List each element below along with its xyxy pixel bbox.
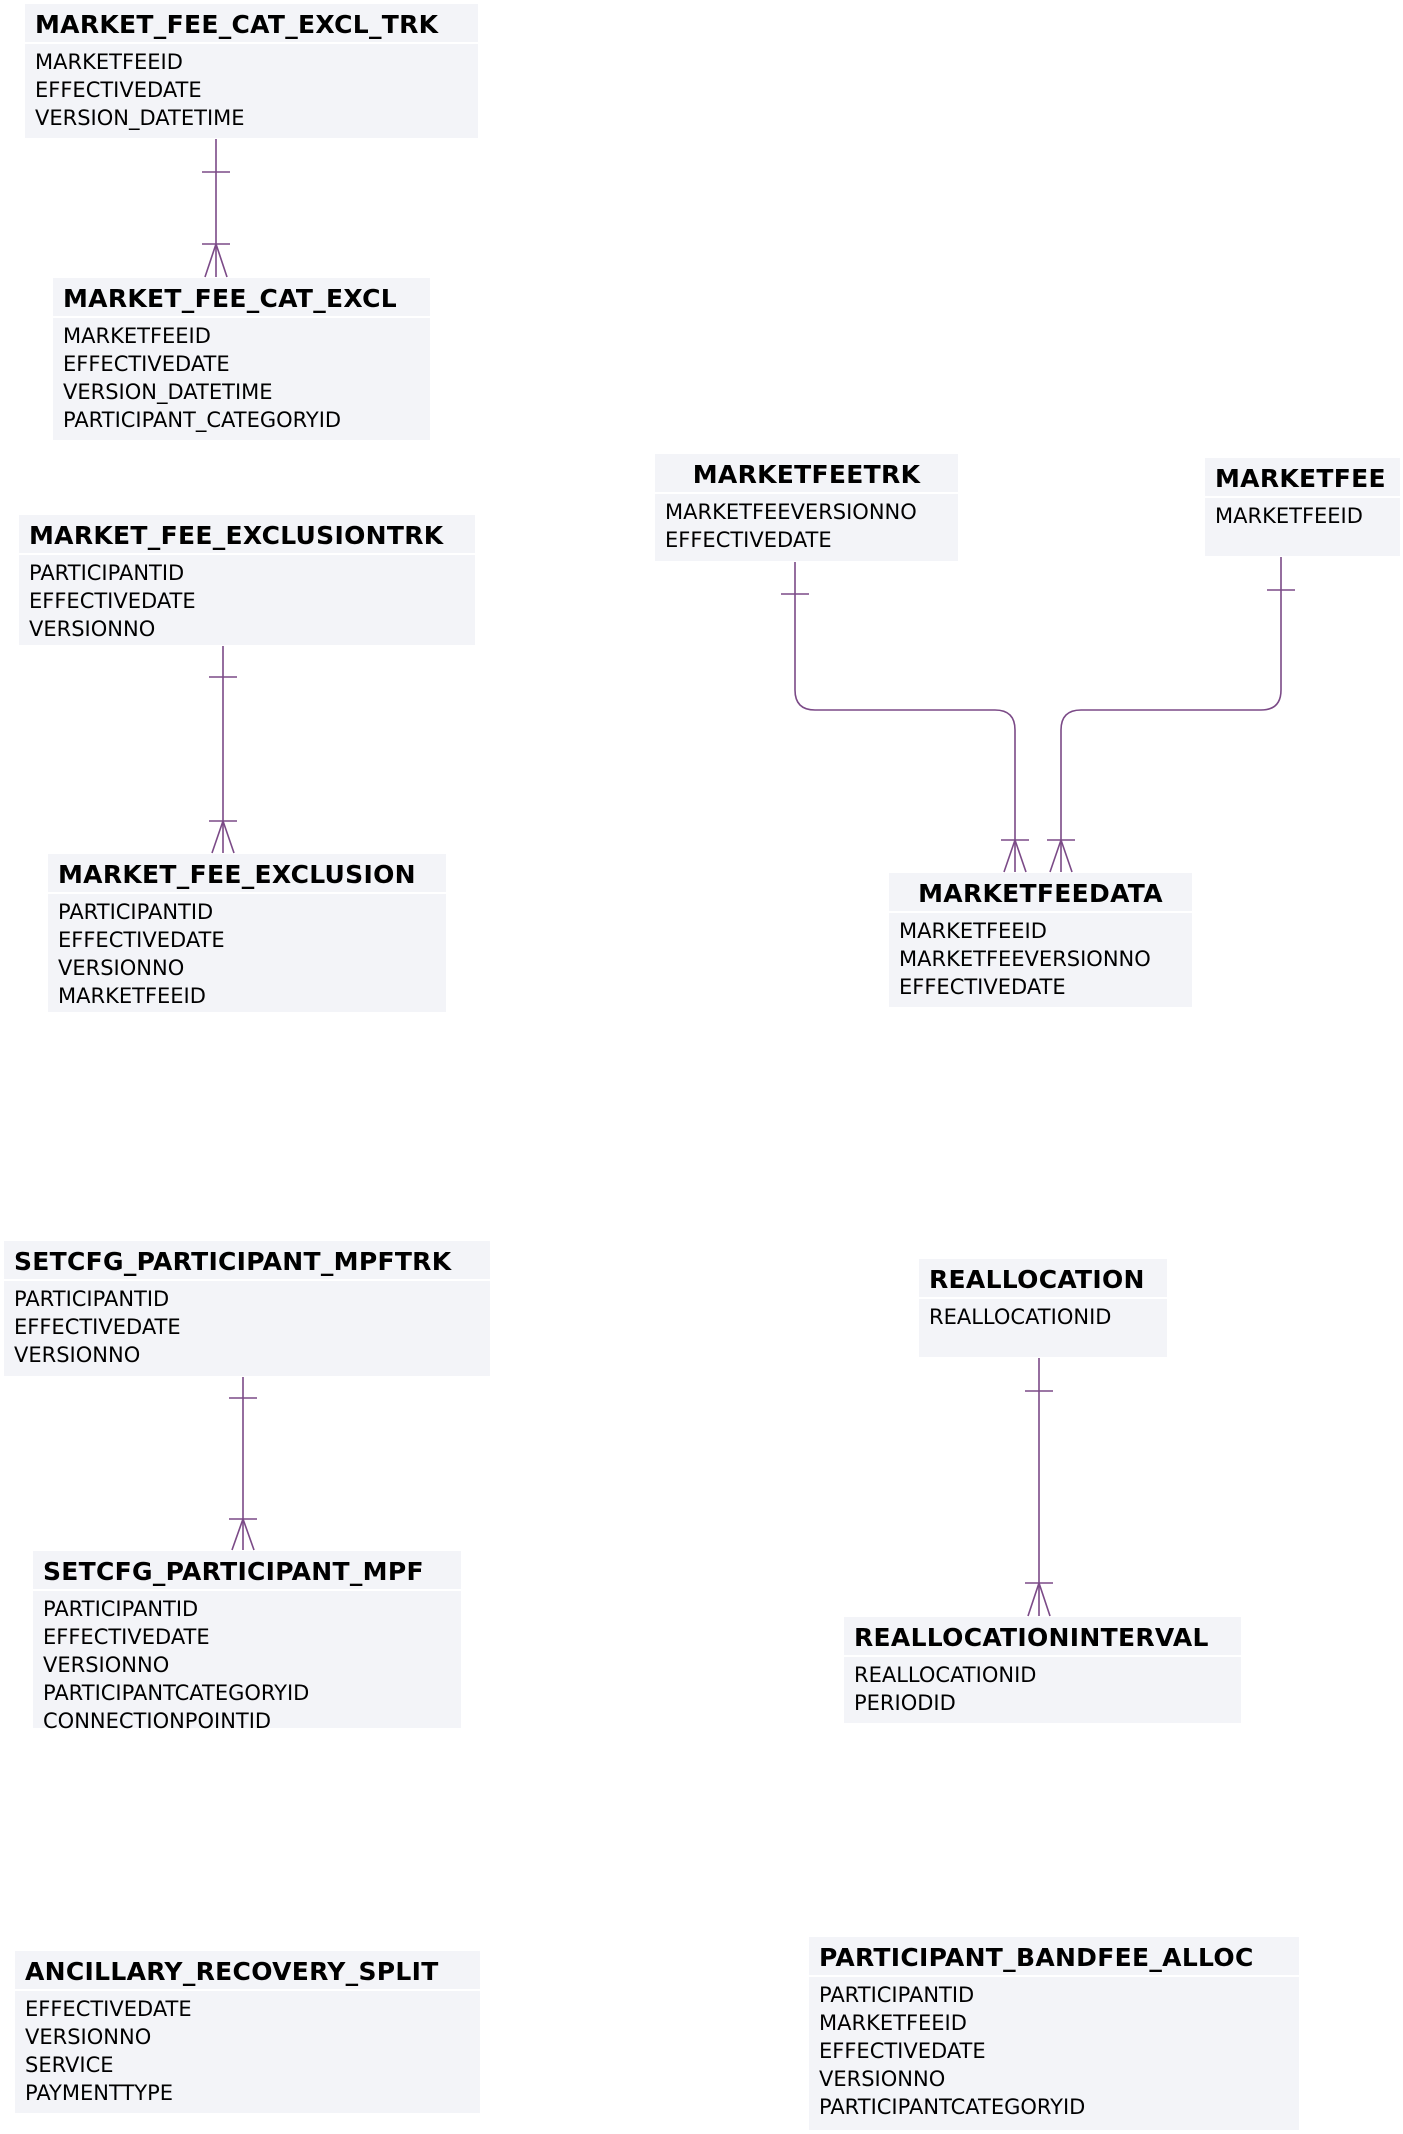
entity-field: PARTICIPANT_CATEGORYID [63, 408, 342, 432]
entity-field: MARKETFEEVERSIONNO [899, 947, 1151, 971]
entity-market-fee-cat-excl-trk[interactable] [25, 4, 478, 138]
entity-market-fee-cat-excl[interactable] [53, 278, 430, 440]
entity-title: SETCFG_PARTICIPANT_MPFTRK [4, 1241, 490, 1281]
entity-reallocationinterval[interactable] [844, 1617, 1241, 1723]
entity-field: PARTICIPANTID [29, 561, 185, 585]
entity-field: EFFECTIVEDATE [665, 528, 832, 552]
relationship-marketfeetrk-data [781, 562, 1029, 872]
entity-title: REALLOCATIONINTERVAL [844, 1617, 1241, 1657]
entity-field: REALLOCATIONID [929, 1305, 1112, 1329]
entity-field: CONNECTIONPOINTID [43, 1709, 272, 1733]
entity-setcfg-participant-mpftrk[interactable] [4, 1241, 490, 1376]
entity-field: EFFECTIVEDATE [25, 1997, 192, 2021]
entity-field: SERVICE [25, 2053, 114, 2077]
entity-title: MARKET_FEE_EXCLUSIONTRK [19, 515, 475, 555]
entity-field: PARTICIPANTID [43, 1597, 199, 1621]
entity-field: PARTICIPANTID [819, 1983, 975, 2007]
relationship-reallocation [1025, 1358, 1053, 1616]
entity-field: EFFECTIVEDATE [899, 975, 1066, 999]
entity-market-fee-exclusion[interactable] [48, 854, 446, 1012]
entity-field: VERSIONNO [43, 1653, 170, 1677]
entity-title: ANCILLARY_RECOVERY_SPLIT [15, 1951, 480, 1991]
entity-field: MARKETFEEID [63, 324, 211, 348]
entity-reallocation[interactable] [919, 1259, 1167, 1357]
entity-marketfeetrk[interactable] [655, 454, 958, 561]
entity-field: PAYMENTTYPE [25, 2081, 174, 2105]
entity-title: MARKETFEE [1205, 458, 1400, 498]
entity-field: MARKETFEEID [899, 919, 1047, 943]
entity-field: VERSIONNO [25, 2025, 152, 2049]
entity-title: MARKET_FEE_EXCLUSION [48, 854, 446, 894]
entity-title: MARKETFEEDATA [889, 873, 1192, 913]
entity-title: MARKET_FEE_CAT_EXCL_TRK [25, 4, 478, 44]
entity-setcfg-participant-mpf[interactable] [33, 1551, 461, 1733]
entity-field: VERSIONNO [58, 956, 185, 980]
relationship-cat-excl [202, 139, 230, 277]
entity-title: MARKET_FEE_CAT_EXCL [53, 278, 430, 318]
relationship-setcfg [229, 1377, 257, 1550]
entity-ancillary-recovery-split[interactable] [15, 1951, 480, 2113]
entity-field: PARTICIPANTCATEGORYID [43, 1681, 310, 1705]
entity-field: REALLOCATIONID [854, 1663, 1037, 1687]
entity-field: EFFECTIVEDATE [14, 1315, 181, 1339]
entity-field: EFFECTIVEDATE [43, 1625, 210, 1649]
entity-field: VERSIONNO [14, 1343, 141, 1367]
entity-title: MARKETFEETRK [655, 454, 958, 494]
entity-field: EFFECTIVEDATE [58, 928, 225, 952]
entity-field: EFFECTIVEDATE [819, 2039, 986, 2063]
entity-field: PERIODID [854, 1691, 956, 1715]
entity-title: REALLOCATION [919, 1259, 1167, 1299]
entity-field: VERSION_DATETIME [63, 380, 273, 404]
entity-field: MARKETFEEVERSIONNO [665, 500, 917, 524]
entity-field: MARKETFEEID [1215, 504, 1363, 528]
relationship-marketfee-data [1047, 557, 1295, 872]
entity-participant-bandfee-alloc[interactable] [809, 1937, 1299, 2130]
entity-field: PARTICIPANTID [14, 1287, 170, 1311]
entity-field: EFFECTIVEDATE [63, 352, 230, 376]
entity-title: PARTICIPANT_BANDFEE_ALLOC [809, 1937, 1299, 1977]
relationship-exclusion [209, 646, 237, 853]
entity-field: VERSION_DATETIME [35, 106, 245, 130]
entity-marketfee[interactable] [1205, 458, 1400, 556]
entity-field: EFFECTIVEDATE [29, 589, 196, 613]
entity-field: EFFECTIVEDATE [35, 78, 202, 102]
entity-field: VERSIONNO [819, 2067, 946, 2091]
entity-field: VERSIONNO [29, 617, 156, 641]
entity-field: MARKETFEEID [819, 2011, 967, 2035]
entity-marketfeedata[interactable] [889, 873, 1192, 1007]
entity-market-fee-exclusiontrk[interactable] [19, 515, 475, 645]
entity-field: MARKETFEEID [58, 984, 206, 1008]
entity-field: MARKETFEEID [35, 50, 183, 74]
entity-field: PARTICIPANTCATEGORYID [819, 2095, 1086, 2119]
entity-field: PARTICIPANTID [58, 900, 214, 924]
entity-title: SETCFG_PARTICIPANT_MPF [33, 1551, 461, 1591]
